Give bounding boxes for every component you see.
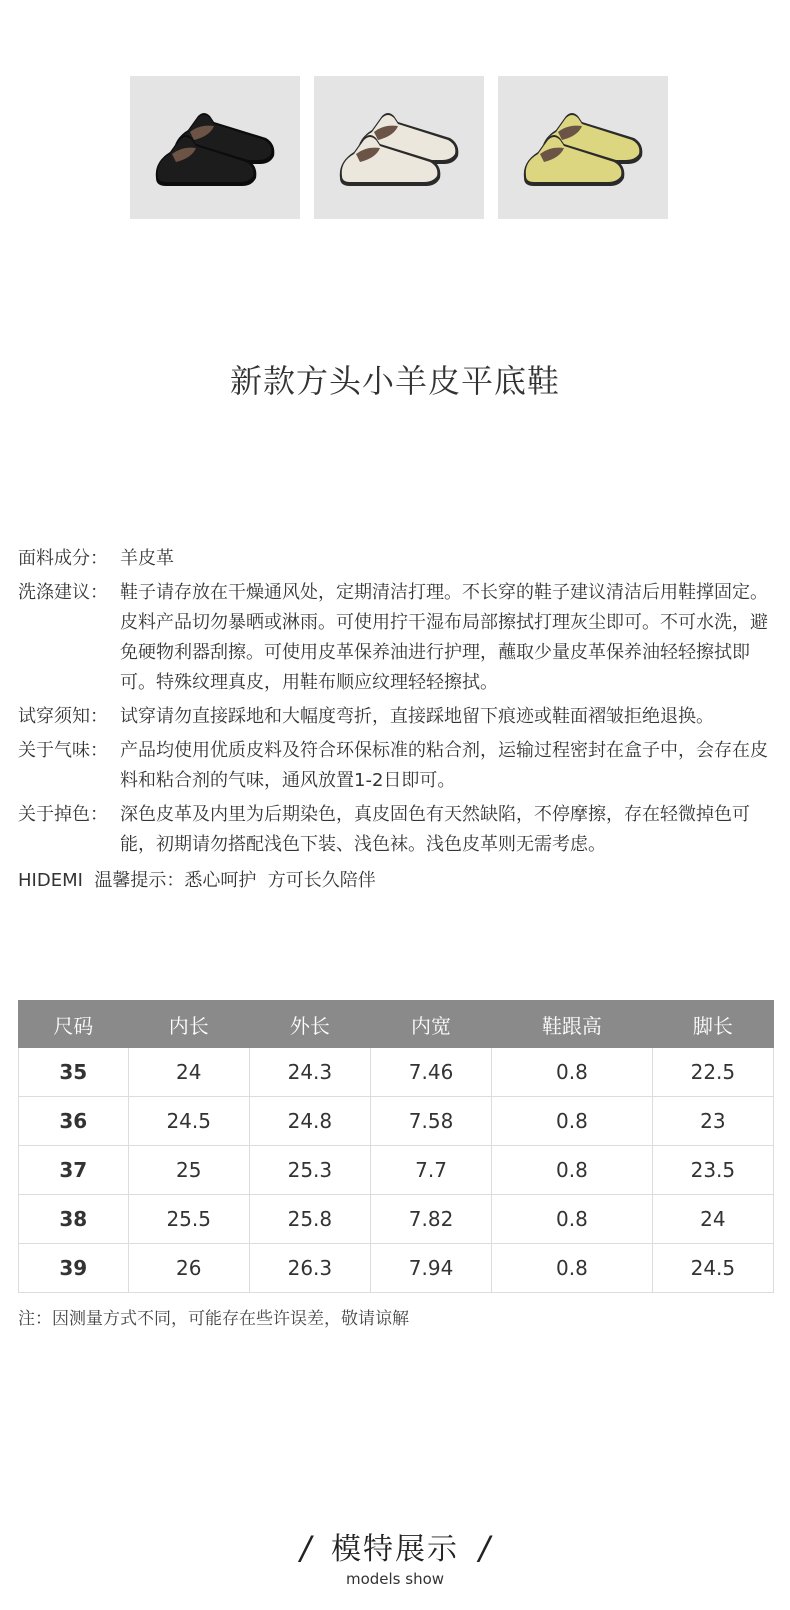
product-thumbnails [130, 76, 668, 219]
header-size: 尺码 [19, 1001, 129, 1048]
odor-value: 产品均使用优质皮料及符合环保标准的粘合剂，运输过程密封在盒子中，会存在皮料和粘合剂的气味，通风放置1-2日即可。 [120, 740, 768, 791]
header-outer-length: 外长 [249, 1001, 370, 1048]
cell-heel-height: 0.8 [492, 1195, 653, 1244]
product-info [18, 544, 778, 896]
thumbnail-black-shoes[interactable] [130, 76, 300, 219]
cell-size: 35 [19, 1048, 129, 1097]
table-row [19, 1146, 774, 1195]
thumbnail-cream-shoes[interactable] [314, 76, 484, 219]
material-label: 面料成分： [18, 548, 108, 569]
fade-row [18, 800, 778, 860]
size-table [18, 1000, 774, 1293]
table-row [19, 1244, 774, 1293]
shoe-pair-illustration [314, 76, 484, 219]
cell-inner-length: 24 [128, 1048, 249, 1097]
table-row [19, 1048, 774, 1097]
fade-label: 关于掉色： [18, 804, 108, 825]
size-table-header [19, 1001, 774, 1048]
cell-outer-length: 25.3 [249, 1146, 370, 1195]
cell-inner-length: 25.5 [128, 1195, 249, 1244]
odor-label: 关于气味： [18, 740, 108, 761]
measurement-note: 注：因测量方式不同，可能存在些许误差，敬请谅解 [18, 1309, 409, 1329]
cell-heel-height: 0.8 [492, 1097, 653, 1146]
slash-left-icon: / [300, 1529, 311, 1567]
table-row [19, 1097, 774, 1146]
cell-heel-height: 0.8 [492, 1048, 653, 1097]
tryon-value: 试穿请勿直接踩地和大幅度弯折，直接踩地留下痕迹或鞋面褶皱拒绝退换。 [120, 706, 714, 727]
cell-inner-width: 7.46 [370, 1048, 491, 1097]
cell-inner-width: 7.7 [370, 1146, 491, 1195]
care-label: 洗涤建议： [18, 582, 108, 603]
cell-size: 38 [19, 1195, 129, 1244]
models-title: 模特展示 [331, 1532, 459, 1567]
models-section-header [0, 1524, 790, 1588]
header-heel-height: 鞋跟高 [492, 1001, 653, 1048]
cell-foot-length: 23 [652, 1097, 773, 1146]
cell-outer-length: 24.8 [249, 1097, 370, 1146]
cell-inner-length: 26 [128, 1244, 249, 1293]
care-row [18, 578, 778, 698]
care-hint: HIDEMI 温馨提示：悉心呵护 方可长久陪伴 [18, 870, 376, 891]
shoe-pair-illustration [498, 76, 668, 219]
table-row [19, 1195, 774, 1244]
material-row [18, 544, 778, 574]
cell-inner-width: 7.82 [370, 1195, 491, 1244]
tryon-label: 试穿须知： [18, 706, 108, 727]
care-value: 鞋子请存放在干燥通风处，定期清洁打理。不长穿的鞋子建议清洁后用鞋撑固定。皮料产品切勿暴晒或淋雨。可使用拧干湿布局部擦拭打理灰尘即可。不可水洗，避免硬物利器刮擦。可使用皮革保养油进行护理，蘸取少量皮革保养油轻轻擦拭即可。特殊纹理真皮，用鞋布顺应纹理轻轻擦拭。 [120, 582, 768, 693]
header-foot-length: 脚长 [652, 1001, 773, 1048]
cell-foot-length: 24.5 [652, 1244, 773, 1293]
models-subtitle: models show [345, 1570, 445, 1588]
cell-size: 37 [19, 1146, 129, 1195]
cell-foot-length: 23.5 [652, 1146, 773, 1195]
cell-inner-length: 24.5 [128, 1097, 249, 1146]
cell-foot-length: 24 [652, 1195, 773, 1244]
cell-outer-length: 25.8 [249, 1195, 370, 1244]
cell-outer-length: 26.3 [249, 1244, 370, 1293]
shoe-pair-illustration [130, 76, 300, 219]
header-inner-length: 内长 [128, 1001, 249, 1048]
cell-outer-length: 24.3 [249, 1048, 370, 1097]
cell-size: 36 [19, 1097, 129, 1146]
thumbnail-yellow-shoes[interactable] [498, 76, 668, 219]
header-inner-width: 内宽 [370, 1001, 491, 1048]
cell-inner-width: 7.94 [370, 1244, 491, 1293]
cell-inner-length: 25 [128, 1146, 249, 1195]
odor-row [18, 736, 778, 796]
cell-size: 39 [19, 1244, 129, 1293]
product-title: 新款方头小羊皮平底鞋 [229, 362, 560, 400]
fade-value: 深色皮革及内里为后期染色，真皮固色有天然缺陷，不停摩擦，存在轻微掉色可能，初期请勿搭配浅色下装、浅色袜。浅色皮革则无需考虑。 [120, 804, 750, 855]
tryon-row [18, 702, 778, 732]
slash-right-icon: / [479, 1529, 490, 1567]
cell-heel-height: 0.8 [492, 1244, 653, 1293]
cell-inner-width: 7.58 [370, 1097, 491, 1146]
cell-heel-height: 0.8 [492, 1146, 653, 1195]
material-value: 羊皮革 [120, 548, 174, 569]
cell-foot-length: 22.5 [652, 1048, 773, 1097]
